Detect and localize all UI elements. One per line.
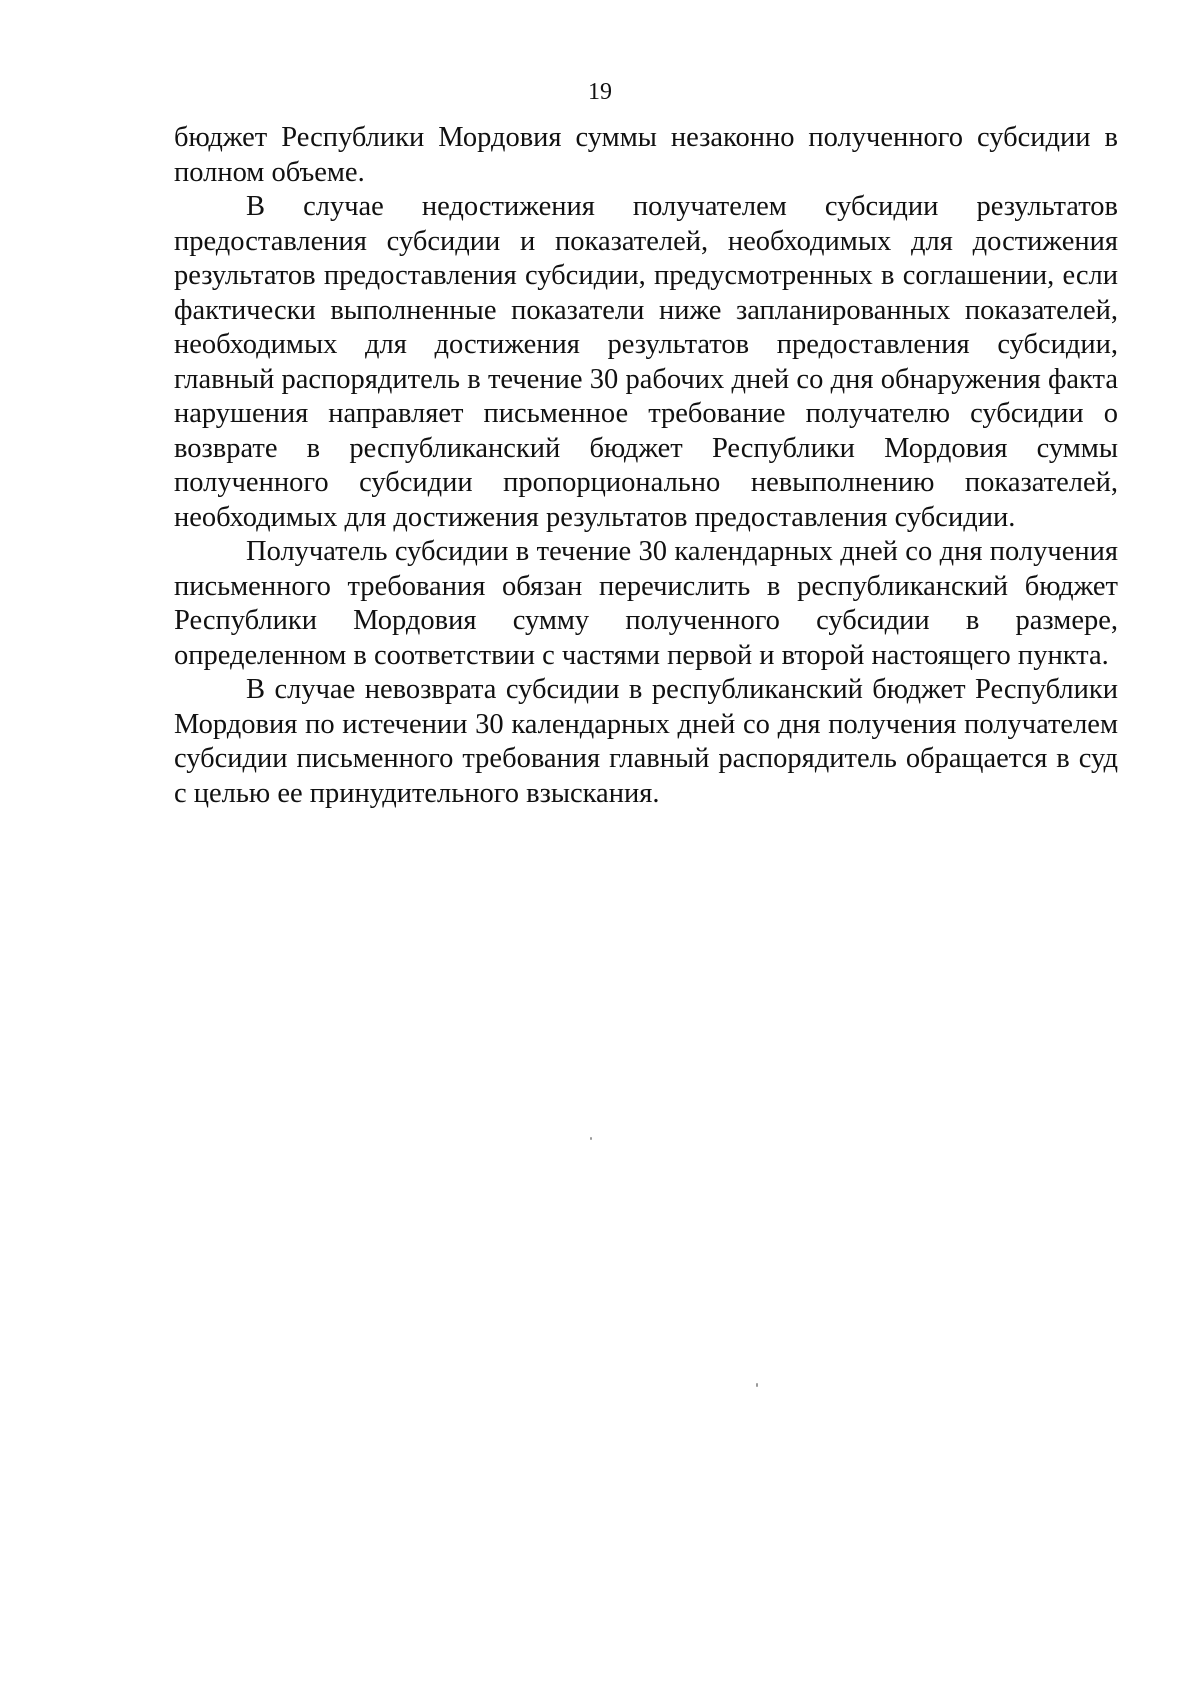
paragraph-continuation: бюджет Республики Мордовия суммы незаконно полученного субсидии в полном объеме. <box>174 122 1118 188</box>
scan-speck <box>590 1137 592 1140</box>
scan-speck <box>756 1383 758 1387</box>
paragraph-nonachievement: В случае недостижения получателем субсидии результатов предоставления субсидии и показателей, необходимых для достижения результатов предоставления субсидии, предусмотренных в соглашении, если фактически выполненные показатели ниже запланированных показателей, необходимых для достижения результатов предоставления субсидии, главный распорядитель в течение 30 рабочих дней со дня обнаружения факта нарушения направляет письменное требование получателю субсидии о возврате в республиканский бюджет Республики Мордовия суммы полученного субсидии пропорционально невыполнению показателей, необходимых для достижения результатов предоставления субсидии. <box>174 191 1118 533</box>
page-number: 19 <box>588 79 612 105</box>
paragraph-repayment: Получатель субсидии в течение 30 календарных дней со дня получения письменного требования обязан перечислить в республиканский бюджет Республики Мордовия сумму полученного субсидии в размере, определенном в соответствии с частями первой и второй настоящего пункта. <box>174 536 1118 671</box>
document-body <box>174 121 1118 811</box>
paragraph-court-recovery: В случае невозврата субсидии в республиканский бюджет Республики Мордовия по истечении 30 календарных дней со дня получения получателем субсидии письменного требования главный распорядитель обращается в суд с целью ее принудительного взыскания. <box>174 674 1118 809</box>
